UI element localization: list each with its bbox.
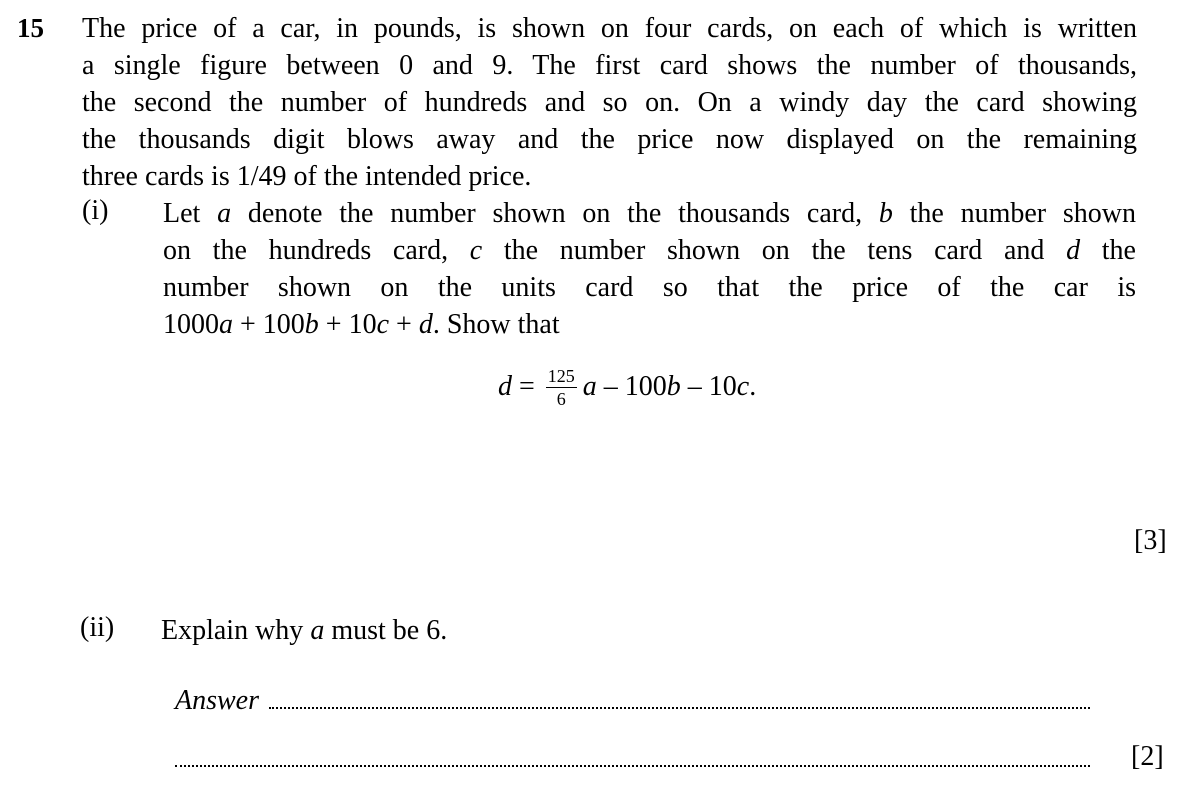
equation-var-a: a [582, 371, 597, 402]
stem-line: three cards is 1/49 of the intended price. [82, 161, 532, 192]
part-i-label: (i) [82, 195, 109, 226]
fraction [546, 366, 577, 409]
question-number: 15 [17, 13, 44, 43]
answer-label: Answer [175, 685, 259, 716]
part-ii-marks: [2] [1131, 741, 1164, 772]
stem-line: the second the number of hundreds and so on. On a windy day the card showing [82, 87, 1137, 118]
equation-var-c: c [736, 371, 750, 402]
stem-line: the thousands digit blows away and the price now displayed on the remaining [82, 124, 1137, 155]
part-ii-text: Explain why a must be 6. [161, 615, 448, 646]
part-i-line: on the hundreds card, c the number shown on the tens card and d the [163, 235, 1136, 266]
fraction-denominator: 6 [556, 388, 566, 409]
part-i-line: Let a denote the number shown on the thousands card, b the number shown [163, 198, 1136, 229]
fraction-numerator: 125 [547, 365, 575, 386]
equation-lhs: d [498, 371, 512, 402]
answer-dotted-line[interactable] [269, 687, 1090, 709]
equation-end: . [749, 371, 757, 402]
equation-term: – 10 [680, 371, 737, 402]
stem-line: The price of a car, in pounds, is shown on four cards, on each of which is written [82, 13, 1137, 44]
answer-line-1[interactable] [175, 685, 1090, 717]
stem-line: a single figure between 0 and 9. The first card shows the number of thousands, [82, 50, 1137, 81]
equation-var-b: b [666, 371, 681, 402]
part-i-marks: [3] [1134, 525, 1167, 556]
question-stem [82, 10, 1137, 195]
answer-line-2[interactable] [175, 745, 1090, 767]
part-i-line: 1000a + 100b + 10c + d. Show that [163, 309, 560, 340]
part-i-line: number shown on the units card so that the price of the car is [163, 272, 1136, 303]
part-ii-label: (ii) [80, 612, 115, 643]
equation-equals: = [512, 371, 542, 402]
equation [498, 357, 756, 417]
part-i-text [163, 195, 1136, 343]
equation-term: – 100 [596, 371, 667, 402]
